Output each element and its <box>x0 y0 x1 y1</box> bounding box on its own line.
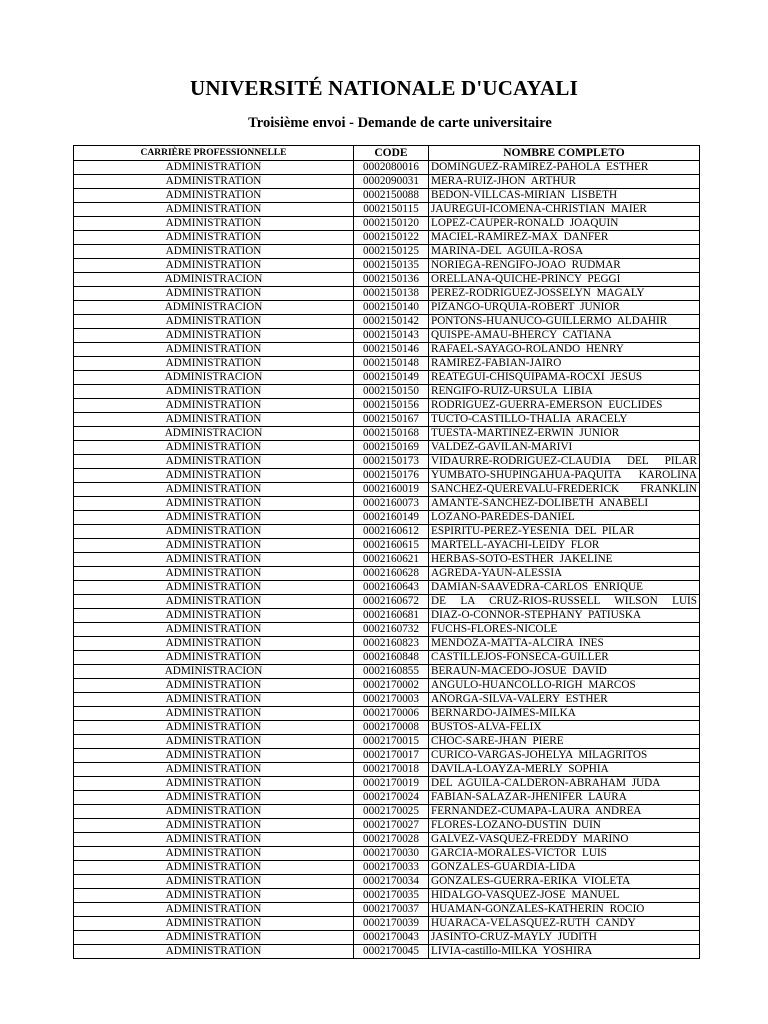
fullname-cell: HERBAS-SOTO-ESTHER JAKELINE <box>429 553 700 567</box>
table-row <box>74 609 700 623</box>
table-row <box>74 567 700 581</box>
table-row <box>74 791 700 805</box>
code-cell: 0002160823 <box>354 637 429 651</box>
career-cell: ADMINISTRACION <box>74 301 354 315</box>
code-cell: 0002170027 <box>354 819 429 833</box>
table-row <box>74 553 700 567</box>
career-cell: ADMINISTRATION <box>74 525 354 539</box>
code-cell: 0002160615 <box>354 539 429 553</box>
code-cell: 0002090031 <box>354 175 429 189</box>
fullname-cell: DOMINGUEZ-RAMIREZ-PAHOLA ESTHER <box>429 161 700 175</box>
code-cell: 0002170002 <box>354 679 429 693</box>
code-cell: 0002160732 <box>354 623 429 637</box>
table-row <box>74 875 700 889</box>
career-cell: ADMINISTRATION <box>74 231 354 245</box>
fullname-cell: FUCHS-FLORES-NICOLE <box>429 623 700 637</box>
career-cell: ADMINISTRATION <box>74 581 354 595</box>
career-cell: ADMINISTRATION <box>74 889 354 903</box>
career-cell: ADMINISTRATION <box>74 469 354 483</box>
table-row <box>74 511 700 525</box>
table-row <box>74 497 700 511</box>
career-cell: ADMINISTRATION <box>74 595 354 609</box>
code-cell: 0002160672 <box>354 595 429 609</box>
code-cell: 0002150140 <box>354 301 429 315</box>
career-cell: ADMINISTRATION <box>74 847 354 861</box>
career-cell: ADMINISTRATION <box>74 917 354 931</box>
fullname-cell: PIZANGO-URQUIA-ROBERT JUNIOR <box>429 301 700 315</box>
career-cell: ADMINISTRATION <box>74 721 354 735</box>
table-row <box>74 455 700 469</box>
fullname-cell: BERAUN-MACEDO-JOSUE DAVID <box>429 665 700 679</box>
table-row <box>74 357 700 371</box>
fullname-cell: ESPIRITU-PEREZ-YESENIA DEL PILAR <box>429 525 700 539</box>
document-subtitle: Troisième envoi - Demande de carte universitaire <box>248 115 552 131</box>
fullname-cell: TUESTA-MARTINEZ-ERWIN JUNIOR <box>429 427 700 441</box>
fullname-cell: PONTONS-HUANUCO-GUILLERMO ALDAHIR <box>429 315 700 329</box>
table-row <box>74 287 700 301</box>
career-cell: ADMINISTRATION <box>74 399 354 413</box>
career-cell: ADMINISTRATION <box>74 497 354 511</box>
career-cell: ADMINISTRATION <box>74 413 354 427</box>
code-cell: 0002150135 <box>354 259 429 273</box>
fullname-cell: RAMIREZ-FABIAN-JAIRO <box>429 357 700 371</box>
table-row <box>74 371 700 385</box>
table-row <box>74 175 700 189</box>
career-cell: ADMINISTRATION <box>74 707 354 721</box>
table-row <box>74 903 700 917</box>
career-cell: ADMINISTRATION <box>74 623 354 637</box>
career-cell: ADMINISTRATION <box>74 833 354 847</box>
table-row <box>74 917 700 931</box>
code-cell: 0002170037 <box>354 903 429 917</box>
career-cell: ADMINISTRATION <box>74 679 354 693</box>
fullname-cell: GARCIA-MORALES-VICTOR LUIS <box>429 847 700 861</box>
code-cell: 0002160621 <box>354 553 429 567</box>
table-row <box>74 735 700 749</box>
table-row <box>74 161 700 175</box>
table-row <box>74 217 700 231</box>
code-cell: 0002150169 <box>354 441 429 455</box>
code-cell: 0002150146 <box>354 343 429 357</box>
table-row <box>74 273 700 287</box>
table-row <box>74 931 700 945</box>
career-cell: ADMINISTRATION <box>74 455 354 469</box>
table-row <box>74 399 700 413</box>
fullname-cell: BEDON-VILLCAS-MIRIAN LISBETH <box>429 189 700 203</box>
table-row <box>74 329 700 343</box>
career-cell: ADMINISTRATION <box>74 637 354 651</box>
fullname-cell: AÑORGA-SILVA-VALERY ESTHER <box>429 693 700 707</box>
table-body <box>74 161 700 959</box>
career-cell: ADMINISTRATION <box>74 553 354 567</box>
fullname-cell: CHOC-SARE-JHAN PIERE <box>429 735 700 749</box>
table-row <box>74 483 700 497</box>
fullname-cell: CASTILLEJOS-FONSECA-GUILLER <box>429 651 700 665</box>
code-cell: 0002160019 <box>354 483 429 497</box>
code-cell: 0002170003 <box>354 693 429 707</box>
table-row <box>74 581 700 595</box>
code-cell: 0002170008 <box>354 721 429 735</box>
career-cell: ADMINISTRATION <box>74 175 354 189</box>
table-row <box>74 833 700 847</box>
code-cell: 0002170024 <box>354 791 429 805</box>
code-cell: 0002170025 <box>354 805 429 819</box>
fullname-cell: MARINA-DEL AGUILA-ROSA <box>429 245 700 259</box>
career-cell: ADMINISTRATION <box>74 329 354 343</box>
career-cell: ADMINISTRATION <box>74 161 354 175</box>
code-cell: 0002150167 <box>354 413 429 427</box>
table-row <box>74 707 700 721</box>
code-cell: 0002150122 <box>354 231 429 245</box>
fullname-cell: SANCHEZ-QUEREVALU-FREDERICK FRANKLIN <box>429 483 700 497</box>
table-row <box>74 693 700 707</box>
fullname-cell: JASINTO-CRUZ-MAYLY JUDITH <box>429 931 700 945</box>
fullname-cell: FERNANDEZ-CUMAPA-LAURA ANDREA <box>429 805 700 819</box>
code-cell: 0002170045 <box>354 945 429 959</box>
fullname-cell: GONZALES-GUERRA-ERIKA VIOLETA <box>429 875 700 889</box>
fullname-cell: GONZALES-GUARDIA-LIDA <box>429 861 700 875</box>
code-cell: 0002150176 <box>354 469 429 483</box>
table-row <box>74 623 700 637</box>
career-cell: ADMINISTRATION <box>74 931 354 945</box>
table-row <box>74 441 700 455</box>
career-cell: ADMINISTRACION <box>74 273 354 287</box>
table-row <box>74 427 700 441</box>
code-cell: 0002160073 <box>354 497 429 511</box>
code-cell: 0002150138 <box>354 287 429 301</box>
table-row <box>74 301 700 315</box>
fullname-cell: DEL AGUILA-CALDERON-ABRAHAM JUDA <box>429 777 700 791</box>
fullname-cell: RODRIGUEZ-GUERRA-EMERSON EUCLIDES <box>429 399 700 413</box>
fullname-cell: LOPEZ-CAUPER-RONALD JOAQUIN <box>429 217 700 231</box>
fullname-cell: ORELLANA-QUICHE-PRINCY PEGGI <box>429 273 700 287</box>
career-cell: ADMINISTRATION <box>74 217 354 231</box>
career-cell: ADMINISTRATION <box>74 945 354 959</box>
fullname-cell: BUSTOS-ALVA-FELIX <box>429 721 700 735</box>
career-cell: ADMINISTRATION <box>74 539 354 553</box>
career-cell: ADMINISTRATION <box>74 203 354 217</box>
code-cell: 0002170030 <box>354 847 429 861</box>
fullname-cell: AGREDA-YAUN-ALESSIA <box>429 567 700 581</box>
table-row <box>74 763 700 777</box>
table-row <box>74 525 700 539</box>
career-cell: ADMINISTRATION <box>74 875 354 889</box>
fullname-cell: DAMIAN-SAAVEDRA-CARLOS ENRIQUE <box>429 581 700 595</box>
fullname-cell: MERA-RUIZ-JHON ARTHUR <box>429 175 700 189</box>
fullname-cell: MENDOZA-MATTA-ALCIRA INES <box>429 637 700 651</box>
fullname-cell: VALDEZ-GAVILAN-MARIVI <box>429 441 700 455</box>
career-cell: ADMINISTRATION <box>74 259 354 273</box>
fullname-cell: DE LA CRUZ-RIOS-RUSSELL WILSON LUIS <box>429 595 700 609</box>
fullname-cell: BERNARDO-JAIMES-MILKA <box>429 707 700 721</box>
code-cell: 0002170043 <box>354 931 429 945</box>
table-row <box>74 679 700 693</box>
table-row <box>74 777 700 791</box>
career-cell: ADMINISTRACION <box>74 427 354 441</box>
table-row <box>74 651 700 665</box>
career-cell: ADMINISTRATION <box>74 357 354 371</box>
table-row <box>74 385 700 399</box>
table-row <box>74 595 700 609</box>
code-cell: 0002160848 <box>354 651 429 665</box>
fullname-cell: FABIAN-SALAZAR-JHENIFER LAURA <box>429 791 700 805</box>
fullname-cell: DAVILA-LOAYZA-MERLY SOPHIA <box>429 763 700 777</box>
code-cell: 0002170019 <box>354 777 429 791</box>
column-header-code: CODE <box>354 146 429 161</box>
table-row <box>74 315 700 329</box>
career-cell: ADMINISTRATION <box>74 777 354 791</box>
career-cell: ADMINISTRATION <box>74 861 354 875</box>
career-cell: ADMINISTRATION <box>74 567 354 581</box>
fullname-cell: LIVIA-castillo-MILKA YOSHIRA <box>429 945 700 959</box>
career-cell: ADMINISTRATION <box>74 189 354 203</box>
table-row <box>74 945 700 959</box>
table-row <box>74 469 700 483</box>
table-row <box>74 637 700 651</box>
table-row <box>74 245 700 259</box>
column-header-career: CARRIÈRE PROFESSIONNELLE <box>74 146 354 161</box>
career-cell: ADMINISTRATION <box>74 819 354 833</box>
career-cell: ADMINISTRATION <box>74 385 354 399</box>
code-cell: 0002170028 <box>354 833 429 847</box>
fullname-cell: HUARACA-VELASQUEZ-RUTH CANDY <box>429 917 700 931</box>
career-cell: ADMINISTRATION <box>74 245 354 259</box>
fullname-cell: MACIEL-RAMIREZ-MAX DANFER <box>429 231 700 245</box>
code-cell: 0002150125 <box>354 245 429 259</box>
code-cell: 0002150168 <box>354 427 429 441</box>
table-row <box>74 721 700 735</box>
code-cell: 0002150173 <box>354 455 429 469</box>
career-cell: ADMINISTRATION <box>74 805 354 819</box>
code-cell: 0002160628 <box>354 567 429 581</box>
career-cell: ADMINISTRATION <box>74 483 354 497</box>
table-row <box>74 805 700 819</box>
career-cell: ADMINISTRATION <box>74 441 354 455</box>
table-row <box>74 665 700 679</box>
fullname-cell: CURICO-VARGAS-JOHELYA MILAGRITOS <box>429 749 700 763</box>
code-cell: 0002150115 <box>354 203 429 217</box>
career-cell: ADMINISTRATION <box>74 609 354 623</box>
fullname-cell: RENGIFO-RUIZ-URSULA LIBIA <box>429 385 700 399</box>
code-cell: 0002160855 <box>354 665 429 679</box>
fullname-cell: LOZANO-PAREDES-DANIEL <box>429 511 700 525</box>
code-cell: 0002160149 <box>354 511 429 525</box>
table-row <box>74 889 700 903</box>
career-cell: ADMINISTRACION <box>74 371 354 385</box>
table-row <box>74 539 700 553</box>
code-cell: 0002160681 <box>354 609 429 623</box>
career-cell: ADMINISTRATION <box>74 315 354 329</box>
fullname-cell: AMANTE-SANCHEZ-DOLIBETH ANABELI <box>429 497 700 511</box>
table-row <box>74 749 700 763</box>
career-cell: ADMINISTRACION <box>74 665 354 679</box>
fullname-cell: HIDALGO-VASQUEZ-JOSE MANUEL <box>429 889 700 903</box>
fullname-cell: NORIEGA-RENGIFO-JOAO RUDMAR <box>429 259 700 273</box>
fullname-cell: HUAMAN-GONZALES-KATHERIN ROCIO <box>429 903 700 917</box>
code-cell: 0002170035 <box>354 889 429 903</box>
code-cell: 0002150142 <box>354 315 429 329</box>
table-row <box>74 413 700 427</box>
fullname-cell: QUISPE-AMAU-BHERCY CATIANA <box>429 329 700 343</box>
table-row <box>74 189 700 203</box>
table-row <box>74 861 700 875</box>
fullname-cell: REATEGUI-CHISQUIPAMA-ROCXI JESUS <box>429 371 700 385</box>
career-cell: ADMINISTRATION <box>74 735 354 749</box>
table-row <box>74 203 700 217</box>
career-cell: ADMINISTRATION <box>74 791 354 805</box>
career-cell: ADMINISTRATION <box>74 651 354 665</box>
table-row <box>74 819 700 833</box>
fullname-cell: PEREZ-RODRIGUEZ-JOSSELYN MAGALY <box>429 287 700 301</box>
table-row <box>74 847 700 861</box>
code-cell: 0002150120 <box>354 217 429 231</box>
code-cell: 0002150148 <box>354 357 429 371</box>
code-cell: 0002170034 <box>354 875 429 889</box>
career-cell: ADMINISTRATION <box>74 287 354 301</box>
code-cell: 0002170039 <box>354 917 429 931</box>
document-title: UNIVERSITÉ NATIONALE D'UCAYALI <box>190 76 578 100</box>
career-cell: ADMINISTRATION <box>74 749 354 763</box>
code-cell: 0002170015 <box>354 735 429 749</box>
code-cell: 0002080016 <box>354 161 429 175</box>
table-header-row <box>74 146 700 161</box>
career-cell: ADMINISTRATION <box>74 693 354 707</box>
code-cell: 0002150088 <box>354 189 429 203</box>
code-cell: 0002150143 <box>354 329 429 343</box>
fullname-cell: YUMBATO-SHUPINGAHUA-PAQUITA KAROLINA <box>429 469 700 483</box>
code-cell: 0002160643 <box>354 581 429 595</box>
code-cell: 0002150149 <box>354 371 429 385</box>
table-row <box>74 231 700 245</box>
fullname-cell: VIDAURRE-RODRIGUEZ-CLAUDIA DEL PILAR <box>429 455 700 469</box>
code-cell: 0002150156 <box>354 399 429 413</box>
code-cell: 0002150150 <box>354 385 429 399</box>
code-cell: 0002170017 <box>354 749 429 763</box>
code-cell: 0002150136 <box>354 273 429 287</box>
table-row <box>74 259 700 273</box>
student-table <box>73 145 700 959</box>
fullname-cell: RAFAEL-SAYAGO-ROLANDO HENRY <box>429 343 700 357</box>
fullname-cell: DIAZ-O-CONNOR-STEPHANY PATIUSKA <box>429 609 700 623</box>
code-cell: 0002170006 <box>354 707 429 721</box>
fullname-cell: JAUREGUI-ICOMENA-CHRISTIAN MAIER <box>429 203 700 217</box>
code-cell: 0002170033 <box>354 861 429 875</box>
code-cell: 0002160612 <box>354 525 429 539</box>
fullname-cell: TUCTO-CASTILLO-THALIA ARACELY <box>429 413 700 427</box>
code-cell: 0002170018 <box>354 763 429 777</box>
column-header-fullname: NOMBRE COMPLETO <box>429 146 700 161</box>
fullname-cell: MARTELL-AYACHI-LEIDY FLOR <box>429 539 700 553</box>
career-cell: ADMINISTRATION <box>74 763 354 777</box>
career-cell: ADMINISTRATION <box>74 343 354 357</box>
fullname-cell: ANGULO-HUANCOLLO-RIGH MARCOS <box>429 679 700 693</box>
career-cell: ADMINISTRATION <box>74 903 354 917</box>
fullname-cell: GALVEZ-VASQUEZ-FREDDY MARINO <box>429 833 700 847</box>
table-row <box>74 343 700 357</box>
career-cell: ADMINISTRATION <box>74 511 354 525</box>
fullname-cell: FLORES-LOZANO-DUSTIN DUIN <box>429 819 700 833</box>
